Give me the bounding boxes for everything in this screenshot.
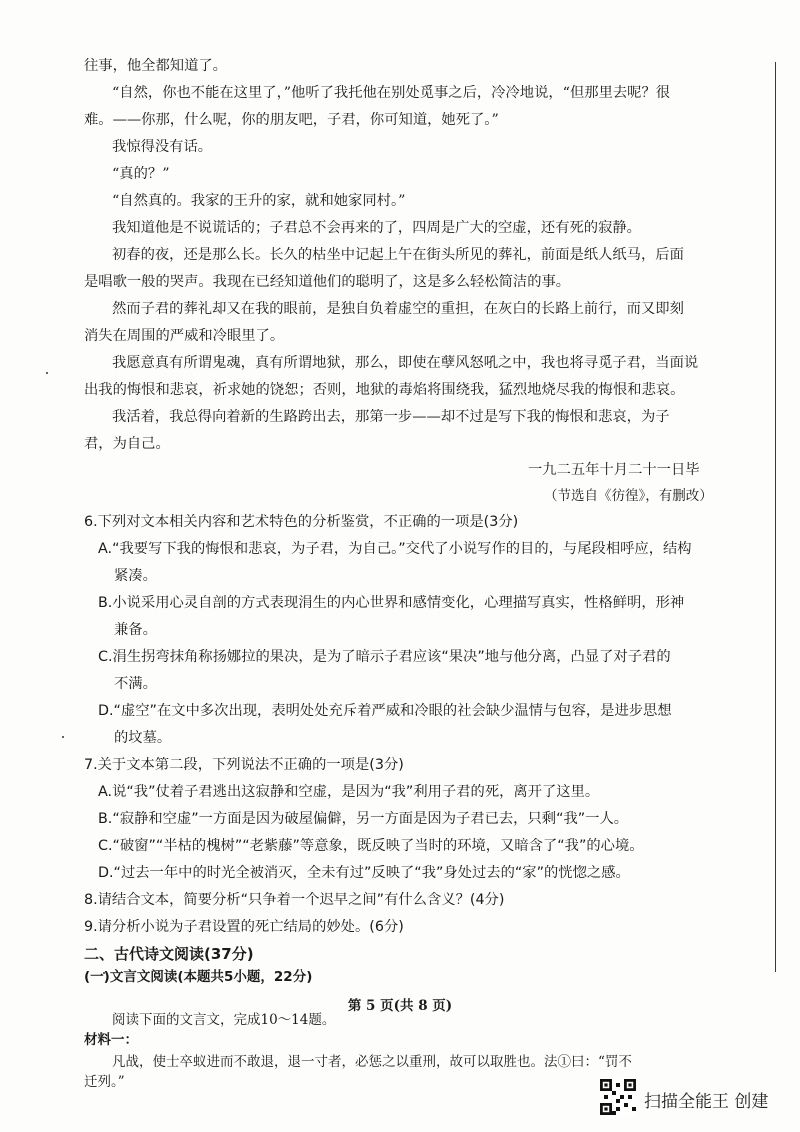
question-8: 8.请结合文本，简要分析“只争着一个迟早之间”有什么含义？(4分) [84,892,505,908]
option-line: B.“寂静和空虚”一方面是因为破屋偏僻，另一方面是因为子君已去，只剩“我”一人。 [98,811,629,827]
body-line: 然而子君的葬礼却又在我的眼前，是独自负着虚空的重担，在灰白的长路上前行，而又即刻 [112,301,684,317]
body-line: 君，为自己。 [84,436,170,452]
question-6: 6.下列对文本相关内容和艺术特色的分析鉴赏，不正确的一项是(3分) [84,514,519,530]
body-line: 我活着，我总得向着新的生路跨出去，那第一步——却不过是写下我的悔恨和悲哀，为子 [112,409,670,425]
material-label: 材料一： [84,1032,138,1048]
material-line: 凡战，使士卒蚁进而不敢退，退一寸者，必惩之以重刑，故可以取胜也。法①曰：“罚不 [112,1054,632,1070]
source-line: （节选自《彷徨》，有删改） [544,488,713,504]
option-line: 兼备。 [114,622,157,638]
body-line: 往事，他全都知道了。 [84,58,227,74]
option-line: D.“虚空”在文中多次出现，表明处处充斥着严威和冷眼的社会缺少温情与包容，是进步思想 [98,703,672,719]
date-line: 一九二五年十月二十一日毕 [528,462,700,478]
option-line: 的坟墓。 [114,730,172,746]
question-9: 9.请分析小说为子君设置的死亡结局的妙处。(6分) [84,919,404,935]
body-line: “自然，你也不能在这里了，”他听了我托他在别处觅事之后，冷冷地说，“但那里去呢？很 [112,85,671,101]
section-title: 二、古代诗文阅读(37分) [84,945,254,963]
option-line: B.小说采用心灵自剖的方式表现涓生的内心世界和感情变化，心理描写真实，性格鲜明，形神 [98,595,685,611]
scan-speck [62,736,64,738]
body-line: 初春的夜，还是那么长。长久的枯坐中记起上午在街头所见的葬礼，前面是纸人纸马，后面 [112,247,684,263]
body-line: 出我的悔恨和悲哀，祈求她的饶恕；否则，地狱的毒焰将围绕我，猛烈地烧尽我的悔恨和悲哀。 [84,382,685,398]
body-line: “自然真的。我家的王升的家，就和她家同村。” [112,193,406,209]
scanner-watermark: 扫描全能王 创建 [644,1092,769,1112]
option-line: A.“我要写下我的悔恨和悲哀，为子君，为自己。”交代了小说写作的目的，与尾段相呼应，结构 [98,541,692,557]
subsection-title: (一)文言文阅读(本题共5小题，22分) [84,969,313,985]
body-line: 消失在周围的严威和冷眼里了。 [84,328,285,344]
option-line: 不满。 [114,676,157,692]
qr-code-icon [600,1079,636,1115]
body-line: 我惊得没有话。 [112,139,213,155]
option-line: C.“破窗”“半枯的槐树”“老紫藤”等意象，既反映了当时的环境，又暗含了“我”的心境。 [98,838,644,854]
body-line: 是唱歌一般的哭声。我现在已经知道他们的聪明了，这是多么轻松简洁的事。 [84,274,571,290]
question-7: 7.关于文本第二段，下列说法不正确的一项是(3分) [84,757,404,773]
body-line: 难。——你那，什么呢，你的朋友吧，子君，你可知道，她死了。” [84,112,499,128]
body-line: 我知道他是不说谎话的；子君总不会再来的了，四周是广大的空虚，还有死的寂静。 [112,220,641,236]
scan-speck [46,372,48,374]
option-line: A.说“我”仗着子君逃出这寂静和空虚，是因为“我”利用子君的死，离开了这里。 [98,784,600,800]
option-line: 紧凑。 [114,568,157,584]
body-line: “真的？” [112,166,170,182]
body-line: 我愿意真有所谓鬼魂，真有所谓地狱，那么，即使在孽风怒吼之中，我也将寻觅子君，当面说 [112,355,699,371]
option-line: D.“过去一年中的时光全被消灭，全未有过”反映了“我”身处过去的“家”的恍惚之感。 [98,865,630,881]
page-footer: 第 5 页(共 8 页) [347,998,453,1014]
material-line: 迁列。” [84,1074,125,1090]
right-margin-rule [775,62,776,972]
instruction: 阅读下面的文言文，完成10～14题。 [112,1012,336,1028]
option-line: C.涓生拐弯抹角称扬娜拉的果决，是为了暗示子君应该“果决”地与他分离，凸显了对子君的 [98,649,671,665]
